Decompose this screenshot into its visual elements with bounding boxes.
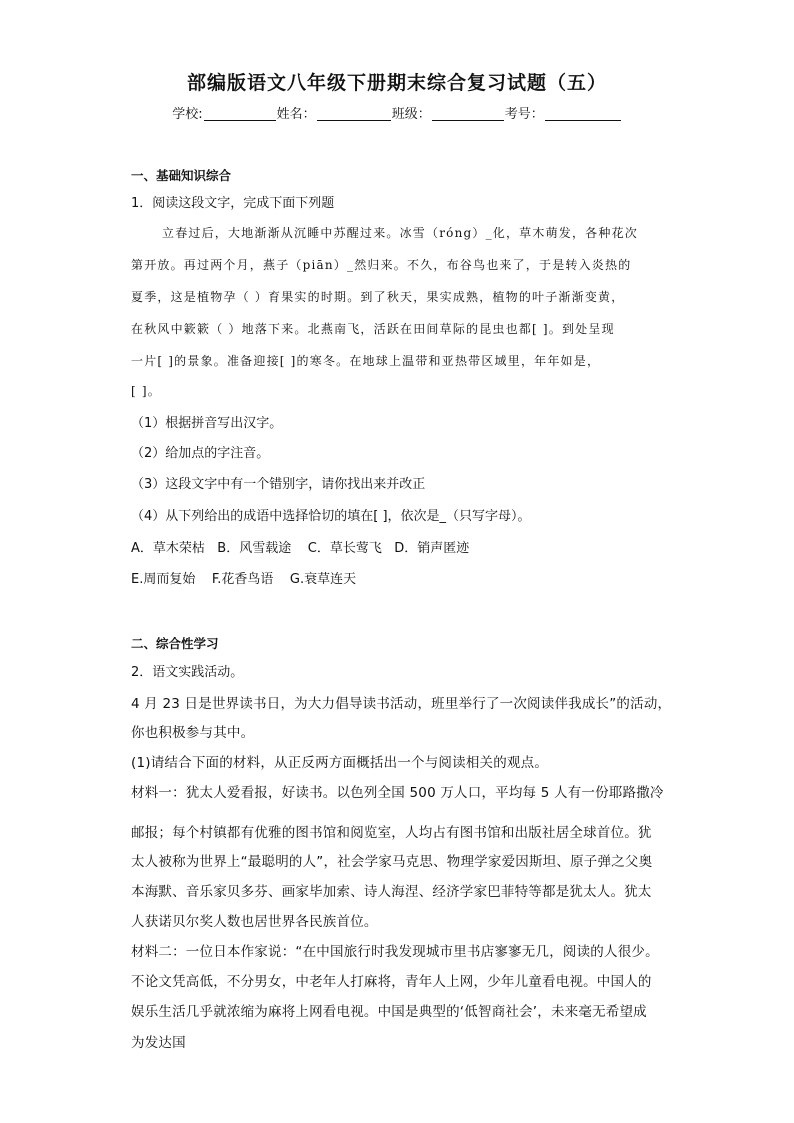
page-title: 部编版语文八年级下册期末综合复习试题（五） [186, 72, 607, 94]
name-blank[interactable] [317, 107, 391, 121]
passage-line: 在秋风中簌簌（ ）地落下来。北燕南飞，活跃在田间草际的昆虫也都[ ]。到处呈现 [131, 322, 615, 336]
text-line: 不论文凭高低，不分男女，中老年人打麻将，青年人上网，少年儿童看电视。中国人的 [131, 974, 652, 990]
text-line: 为发达国 [131, 1035, 186, 1051]
text-line: 4 月 23 日是世界读书日，为大力倡导读书活动，班里举行了一次阅读伴我成长”的活动， [131, 696, 672, 712]
idiom-options: A．草木荣枯 B．风雪载途 C．草长莺飞 D．销声匿迹 [131, 541, 470, 556]
text-line: 太人被称为世界上“最聪明的人”，社会学家马克思、物理学家爱因斯坦、原子弹之父奥 [131, 854, 653, 870]
section-heading-1: 一、基础知识综合 [131, 168, 232, 183]
idiom-options: E.周而复始 F.花香鸟语 G.衰草连天 [131, 572, 357, 587]
subquestion: （4）从下列给出的成语中选择恰切的填在[ ]，依次是_（只写字母）。 [131, 509, 531, 524]
passage-line: 一片[ ]的景象。准备迎接[ ]的寒冬。在地球上温带和亚热带区域里，年年如是， [131, 354, 601, 368]
school-blank[interactable] [204, 107, 276, 121]
subquestion: （3）这段文字中有一个错别字，请你找出来并改正 [131, 477, 426, 492]
text-line: 材料一：犹太人爱看报，好读书。以色列全国 500 万人口，平均每 5 人有一份耶路撒冷 [131, 785, 664, 801]
text-line: 材料二：一位日本作家说：“在中国旅行时我发现城市里书店寥寥无几，阅读的人很少。 [131, 944, 659, 960]
student-info-line [0, 103, 794, 122]
subquestion: （2）给加点的字注音。 [131, 446, 270, 461]
class-label: 班级： [391, 107, 431, 122]
text-line: (1)请结合下面的材料，从正反两方面概括出一个与阅读相关的观点。 [131, 755, 549, 771]
exam-number-blank[interactable] [545, 107, 621, 121]
school-label: 学校: [172, 107, 203, 122]
section-heading-2: 二、综合性学习 [131, 636, 219, 651]
question-2: 2．语文实践活动。 [131, 665, 244, 680]
passage-line: [ ]。 [131, 384, 161, 398]
text-line: 娱乐生活几乎就浓缩为麻将上网看电视。中国是典型的‘低智商社会’，未来毫无希望成 [131, 1004, 647, 1020]
passage-line: 夏季，这是植物孕（ ）育果实的时期。到了秋天，果实成熟，植物的叶子渐渐变黄， [131, 290, 625, 304]
passage-line: 立春过后，大地渐渐从沉睡中苏醒过来。冰雪（róng）_化，草木萌发，各种花次 [162, 226, 638, 240]
subquestion: （1）根据拼音写出汉字。 [131, 416, 283, 431]
passage-line: 第开放。再过两个月，燕子（piān）_然归来。不久，布谷鸟也来了，于是转入炎热的 [131, 258, 632, 272]
text-line: 人获诺贝尔奖人数也居世界各民族首位。 [131, 914, 378, 930]
text-line: 本海默、音乐家贝多芬、画家毕加索、诗人海涅、经济学家巴菲特等都是犹太人。犹太 [131, 884, 652, 900]
question-1: 1．阅读这段文字，完成下面下列题 [131, 196, 335, 211]
name-label: 姓名： [276, 107, 316, 122]
text-line: 邮报；每个村镇都有优雅的图书馆和阅览室，人均占有图书馆和出版社居全球首位。犹 [131, 825, 652, 841]
class-blank[interactable] [432, 107, 504, 121]
exam-number-label: 考号： [504, 107, 544, 122]
text-line: 你也积极参与其中。 [131, 725, 255, 741]
